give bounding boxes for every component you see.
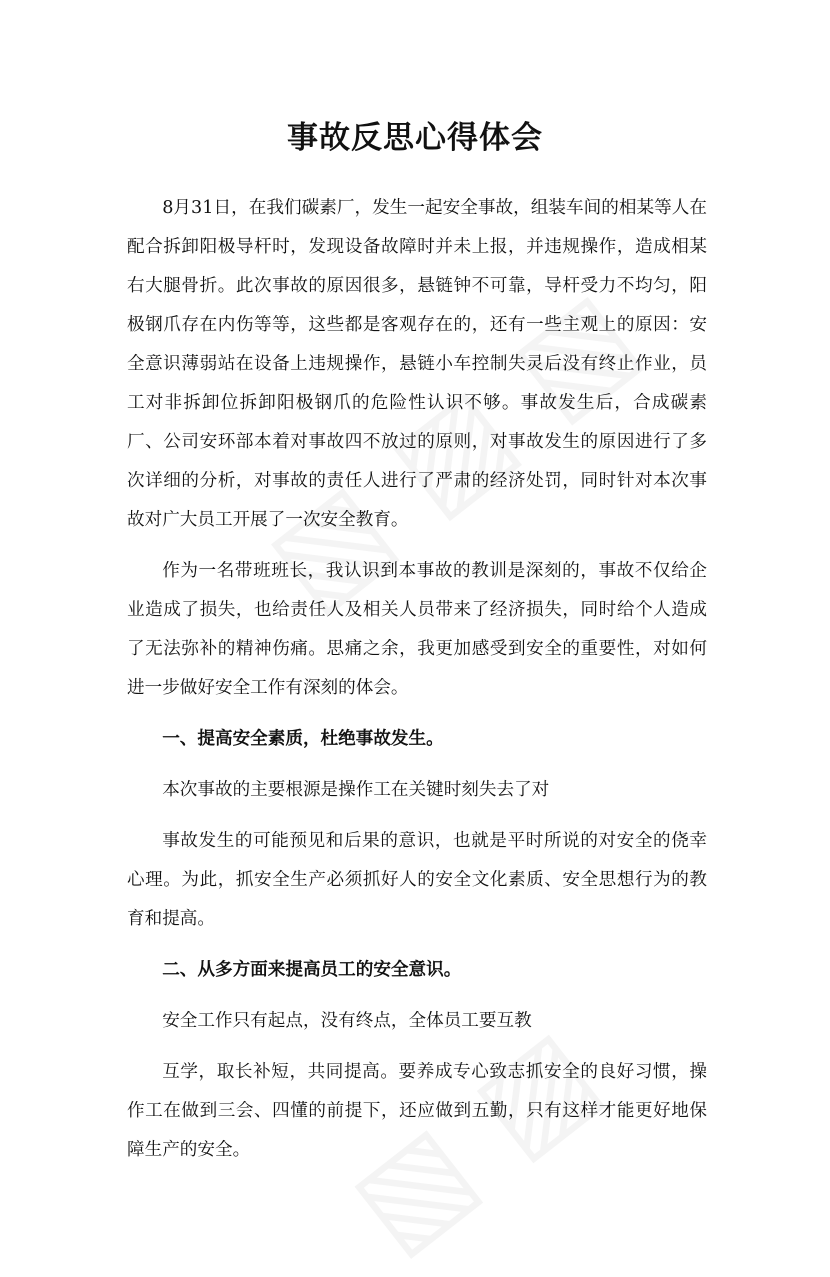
section-heading: 一、提高安全素质，杜绝事故发生。 (162, 729, 444, 749)
paragraph: 安全工作只有起点，没有终点，全体员工要互教 (162, 1011, 532, 1031)
paragraph: 本次事故的主要根源是操作工在关键时刻失去了对 (162, 780, 550, 800)
paragraph: 事故发生的可能预见和后果的意识，也就是平时所说的对安全的侥幸心理。为此，抓安全生产必须抓好人的安全文化素质、安全思想行为的教育和提高。 (127, 831, 707, 929)
document-title: 事故反思心得体会 (287, 120, 543, 156)
paragraph: 作为一名带班班长，我认识到本事故的教训是深刻的，事故不仅给企业造成了损失，也给责任人及相关人员带来了经济损失，同时给个人造成了无法弥补的精神伤痛。思痛之余，我更加感受到安全的重要性，对如何进一步做好安全工作有深刻的体会。 (127, 561, 707, 698)
paragraph: 互学，取长补短，共同提高。要养成专心致志抓安全的良好习惯，操作工在做到三会、四懂的前提下，还应做到五勤，只有这样才能更好地保障生产的安全。 (127, 1062, 707, 1160)
paragraph: 8月31日，在我们碳素厂，发生一起安全事故，组装车间的相某等人在配合拆卸阳极导杆时，发现设备故障时并未上报，并违规操作，造成相某右大腿骨折。此次事故的原因很多，悬链钟不可靠，导杆受力不均匀，阳极钢爪存在内伤等等，这些都是客观存在的，还有一些主观上的原因：安全意识薄弱站在设备上违规操作，悬链小车控制失灵后没有终止作业，员工对非拆卸位拆卸阳极钢爪的危险性认识不够。事故发生后，合成碳素厂、公司安环部本着对事故四不放过的原则，对事故发生的原因进行了多次详细的分析，对事故的责任人进行了严肃的经济处罚，同时针对本次事故对广大员工开展了一次安全教育。 (127, 198, 707, 530)
document-body (127, 189, 707, 1182)
section-heading: 二、从多方面来提高员工的安全意识。 (162, 960, 462, 980)
